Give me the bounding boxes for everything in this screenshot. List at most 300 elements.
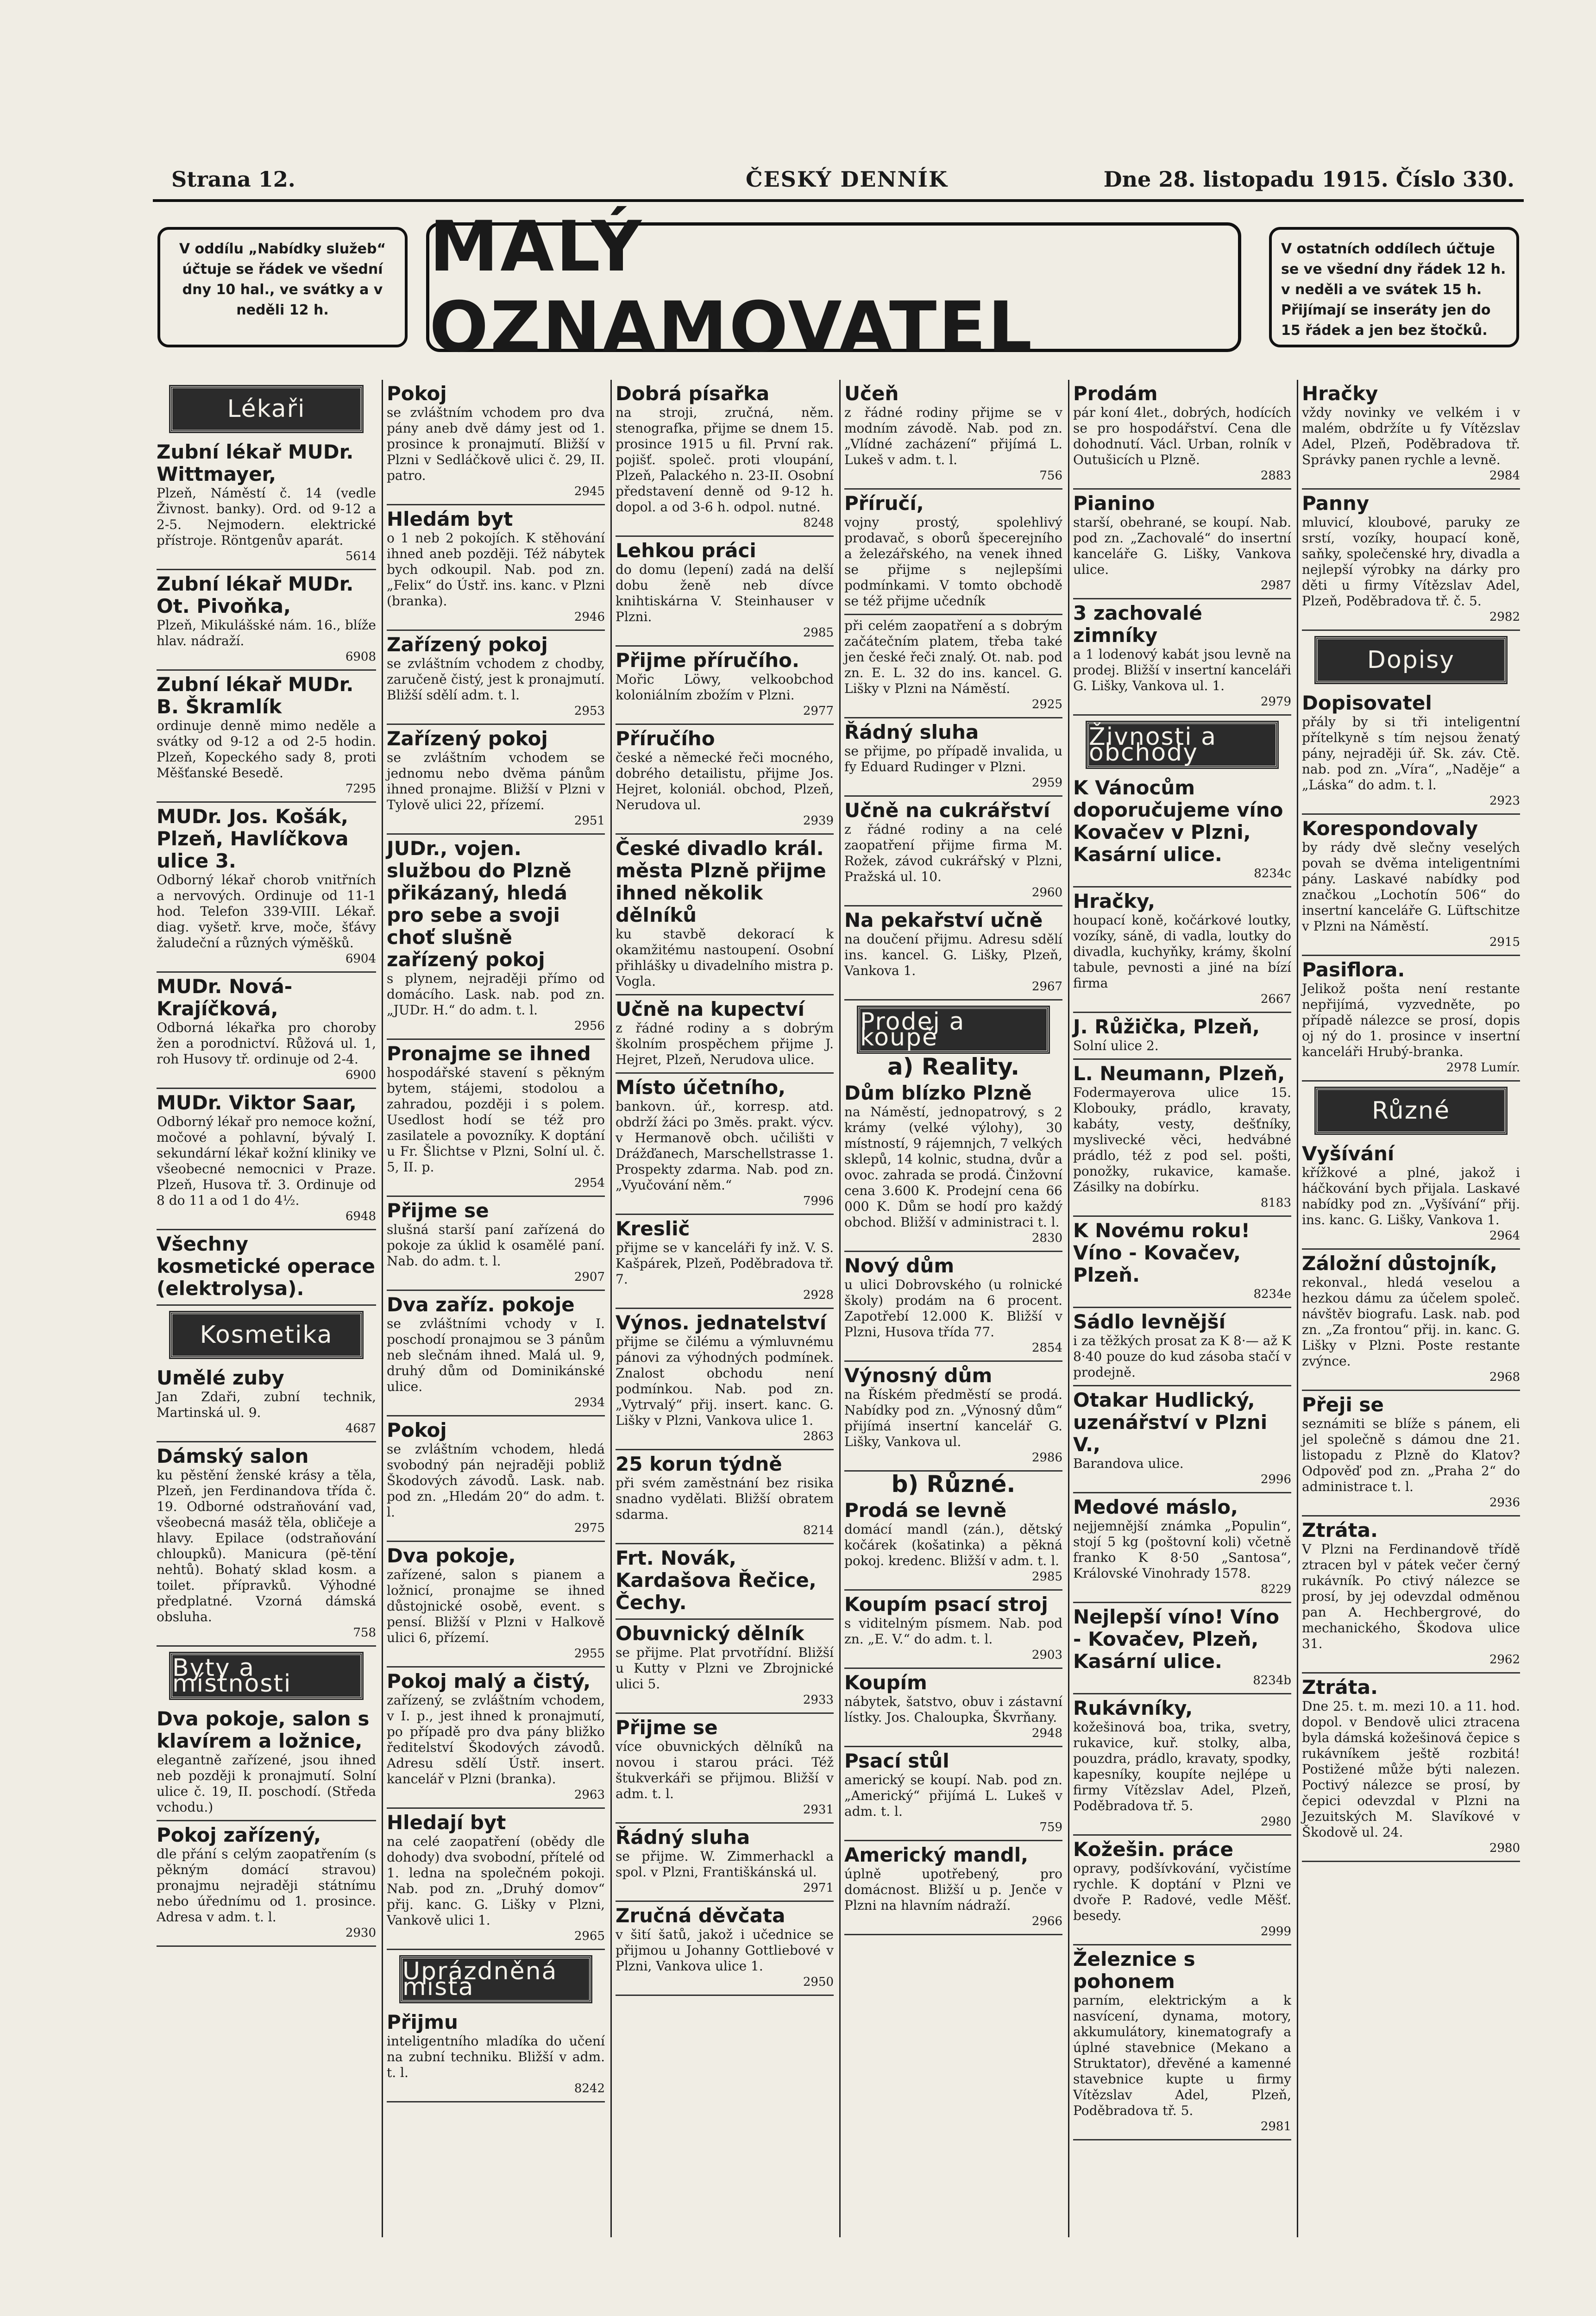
ad-number: 2982 bbox=[1489, 610, 1520, 624]
classified-ad bbox=[844, 1591, 1062, 1669]
ad-title: Psací stůl bbox=[844, 1750, 949, 1772]
ad-title: Frt. Novák, Kardašova Řečice, Čechy. bbox=[616, 1547, 817, 1614]
column-1 bbox=[153, 380, 380, 2237]
ad-title: JUDr., vojen. službou do Plzně přikázaný, hledá pro sebe a svoji choť slušně zařízený pokoj bbox=[387, 837, 572, 971]
ad-body: se zvláštním vchodem se jednomu nebo dvěma pánům ihned pronajme. Bližší v Plzni v Tylově ulici 22, přízemí. bbox=[387, 750, 605, 812]
ad-title: Zubní lékař MUDr. Ot. Pivoňka, bbox=[157, 573, 354, 617]
ad-title: Vyšívání bbox=[1302, 1142, 1395, 1165]
classified-ad bbox=[1302, 1140, 1520, 1250]
ad-title: Pasiflora. bbox=[1302, 958, 1405, 981]
ad-title: Učeň bbox=[844, 382, 899, 405]
classified-ad bbox=[844, 1747, 1062, 1841]
ad-title: MUDr. Nová-Krajíčková, bbox=[157, 975, 293, 1020]
ad-number: 2996 bbox=[1260, 1473, 1291, 1486]
ad-number: 2907 bbox=[574, 1270, 605, 1284]
ad-body: se přijme, po případě invalida, u fy Eduard Rudinger v Plzni. bbox=[844, 743, 1062, 774]
ad-body: české a německé řeči mocného, dobrého detailistu, přijme Jos. Hejret, koloniál. obchod, Plzeň, Nerudova ul. bbox=[616, 750, 834, 812]
ad-title: Příručího bbox=[616, 727, 715, 750]
classified-ad bbox=[844, 380, 1062, 490]
ad-title: Na pekařství učně bbox=[844, 909, 1043, 931]
ad-title: Dva pokoje, bbox=[387, 1544, 516, 1567]
ad-number: 7295 bbox=[345, 782, 376, 796]
ad-title: Všechny kosmetické operace (elektrolysa). bbox=[157, 1233, 376, 1300]
ad-number: 2984 bbox=[1489, 469, 1520, 483]
ad-number: 2923 bbox=[1489, 794, 1520, 808]
ad-title: Železnice s pohonem bbox=[1073, 1948, 1195, 1993]
classified-ad bbox=[157, 570, 376, 671]
classified-ad bbox=[844, 906, 1062, 1001]
ad-number: 2999 bbox=[1260, 1925, 1291, 1938]
ad-title: Řádný sluha bbox=[844, 721, 979, 743]
section-header: Lékaři bbox=[170, 386, 362, 432]
ad-body: elegantně zařízené, jsou ihned neb později k pronajmutí. Solní ulice č. 19, II. poschodí. (Středa vchodu.) bbox=[157, 1752, 376, 1815]
ad-title: Dopisovatel bbox=[1302, 692, 1432, 714]
ad-title: Ztráta. bbox=[1302, 1676, 1378, 1699]
ad-number: 2667 bbox=[1260, 992, 1291, 1006]
ad-body: křížkové a plné, jakož i háčkování bych přijala. Laskavé nabídky pod zn. „Vyšívání“ přij. ins. kanc. G. Lišky, Vankova 1. bbox=[1302, 1165, 1520, 1227]
classified-ad bbox=[844, 797, 1062, 906]
classified-ad bbox=[1302, 689, 1520, 815]
classified-ad bbox=[616, 647, 834, 725]
classified-ad bbox=[616, 1902, 834, 1996]
classified-ad bbox=[1073, 1386, 1291, 1493]
ad-body: parním, elektrickým a k nasvícení, dynama, motory, akkumulátory, kinematografy a úplné stavebnice (Mekano a Struktator), dřevěné a kamenné stavebnice kupte u firmy Vítězslav Adel, Plzeň, Poděbradova tř. 5. bbox=[1073, 1993, 1291, 2118]
classified-ad bbox=[1302, 1674, 1520, 1862]
classified-ad bbox=[844, 718, 1062, 797]
ad-body: domácí mandl (zán.), dětský kočárek (košatinka) a pěkná pokoj. kredenc. Bližší v adm. t. l. bbox=[844, 1522, 1062, 1568]
newspaper-page bbox=[130, 139, 1528, 2251]
ad-number: 2977 bbox=[803, 704, 834, 718]
ad-body: vždy novinky ve velkém i v malém, obdržíte u fy Vítězslav Adel, Plzeň, Poděbradova tř. Správky panen rychle a levně. bbox=[1302, 405, 1520, 467]
page-number: Strana 12. bbox=[171, 167, 295, 192]
ad-body: Odborná lékařka pro choroby žen a porodnictví. Růžová ul. 1, roh Husovy tř. ordinuje od 2-4. bbox=[157, 1020, 376, 1067]
ad-body: seznámiti se blíže s pánem, eli jel společně s dámou dne 21. listopadu z Plzně do Klatov? Odpověď pod zn. „Praha 2“ do administrace t. l. bbox=[1302, 1416, 1520, 1494]
ad-body: Jan Zdaři, zubní technik, Martinská ul. 9. bbox=[157, 1389, 376, 1420]
ad-number: 2948 bbox=[1031, 1726, 1062, 1740]
ad-title: Pokoj malý a čistý, bbox=[387, 1670, 591, 1693]
ad-title: Rukávníky, bbox=[1073, 1697, 1193, 1719]
ad-body: by rády dvě slečny veselých povah se dvěma inteligentními pány. Laskavé nabídky pod značkou „Lochotín 506“ do insertní kanceláře G. Lüftschitze v Plzni na Náměstí. bbox=[1302, 840, 1520, 934]
classified-ad bbox=[387, 1197, 605, 1291]
ad-title: Zařízený pokoj bbox=[387, 727, 548, 750]
classified-ad bbox=[844, 1079, 1062, 1252]
ad-body: slušná starší paní zařízená do pokoje za úklid k osamělé paní. Nab. do adm. t. l. bbox=[387, 1222, 605, 1269]
classified-ad bbox=[844, 490, 1062, 615]
classified-ad bbox=[387, 1809, 605, 1950]
ad-number: 2930 bbox=[345, 1926, 376, 1940]
ad-title: K Vánocům doporučujeme víno Kovačev v Plzni, Kasární ulice. bbox=[1073, 776, 1283, 866]
ad-number: 2946 bbox=[574, 610, 605, 624]
ad-number: 2980 bbox=[1260, 1815, 1291, 1829]
ad-number: 7996 bbox=[803, 1194, 834, 1208]
ad-number: 2883 bbox=[1260, 469, 1291, 483]
ad-number: 2985 bbox=[803, 626, 834, 640]
ad-body: do domu (lepení) zadá na delší dobu ženě neb dívce knihtiskárna V. Steinhauser v Plzni. bbox=[616, 562, 834, 624]
ad-title: Přijme se bbox=[616, 1716, 718, 1739]
banner bbox=[153, 207, 1524, 371]
ad-body: zařízené, salon s pianem a ložnicí, pronajme se ihned důstojnické osobě, event. s pensí. Bližší v Plzni v Halkově ulici 6, přízemí. bbox=[387, 1567, 605, 1645]
ad-body: kožešinová boa, trika, svetry, rukavice, kuř. stolky, alba, pouzdra, prádlo, kravaty, spodky, kapesníky, koupíte nejlépe u firmy Vítězslav Adel, Plzeň, Poděbradova tř. 5. bbox=[1073, 1719, 1291, 1813]
ad-body: při celém zaopatření a s dobrým začátečním platem, třeba také jen české řeči znalý. Ot. nab. pod zn. E. L. 32 do ins. kancel. G. Lišky v Plzni na Náměstí. bbox=[844, 618, 1062, 696]
ad-number: 2945 bbox=[574, 485, 605, 498]
ad-number: 2915 bbox=[1489, 935, 1520, 949]
ad-title: Dámský salon bbox=[157, 1445, 309, 1467]
classified-ad bbox=[1302, 815, 1520, 956]
ad-title: 3 zachovalé zimníky bbox=[1073, 602, 1202, 647]
classified-ad bbox=[844, 1669, 1062, 1747]
classified-ad bbox=[844, 1362, 1062, 1472]
ad-body: Plzeň, Mikulášské nám. 16., blíže hlav. nádraží. bbox=[157, 617, 376, 648]
classified-ad bbox=[1073, 1013, 1291, 1060]
ad-number: 2950 bbox=[803, 1975, 834, 1989]
classified-ad bbox=[387, 380, 605, 505]
ad-number: 2960 bbox=[1031, 886, 1062, 900]
ad-body: Barandova ulice. bbox=[1073, 1456, 1184, 1471]
ad-title: J. Růžička, Plzeň, bbox=[1073, 1015, 1260, 1038]
ad-body: americký se koupí. Nab. pod zn. „Americký“ přijímá L. Lukeš v adm. t. l. bbox=[844, 1772, 1062, 1819]
ad-body: pár koní 4let., dobrých, hodících se pro hospodářství. Cena dle dohodnutí. Václ. Urban, rolník v Outušicích u Plzně. bbox=[1073, 405, 1291, 467]
classified-ad bbox=[616, 1074, 834, 1215]
paper-title: ČESKÝ DENNÍK bbox=[746, 167, 949, 192]
ad-number: 2854 bbox=[1031, 1341, 1062, 1355]
classified-ad bbox=[157, 1705, 376, 1821]
ad-body: se zvláštním vchodem z chodby, zaručeně čistý, jest k pronajmutí. Bližší sdělí adm. t. l. bbox=[387, 656, 605, 703]
ad-title: Koupím psací stroj bbox=[844, 1593, 1048, 1616]
ad-title: Kreslič bbox=[616, 1217, 690, 1240]
column-5 bbox=[1068, 380, 1295, 2237]
classified-ad bbox=[844, 1841, 1062, 1935]
ad-number: 759 bbox=[1039, 1820, 1062, 1834]
ad-body: na Náměstí, jednopatrový, s 2 krámy (velké výlohy), 30 místností, 9 rájemnjch, 7 velkých sklepů, 14 kolnic, studna, dvůr a ovoc. zahrada se prodá. Činžovní cena 3.600 K. Prodejní cena 66 000 K. Dům se hodí pro každý obchod. Bližší v administraci t. l. bbox=[844, 1104, 1062, 1230]
ad-title: Příručí, bbox=[844, 492, 924, 515]
ad-title: Koupím bbox=[844, 1671, 927, 1694]
section-header: Různé bbox=[1316, 1088, 1506, 1133]
ad-number: 2959 bbox=[1031, 776, 1062, 790]
banner-right-note: V ostatních oddílech účtuje se ve všední dny řádek 12 h. v neděli a ve svátek 15 h. Přijímají se inseráty jen do 15 řádek a jen bez štočků. bbox=[1269, 227, 1519, 347]
classified-ad bbox=[387, 2008, 605, 2102]
ad-body: starší, obehrané, se koupí. Nab. pod zn. „Zachovalé“ do insertní kanceláře G. Lišky, Vankova ulice. bbox=[1073, 515, 1291, 577]
column-4 bbox=[839, 380, 1066, 2237]
ad-number: 2931 bbox=[803, 1803, 834, 1817]
classified-ad bbox=[616, 725, 834, 835]
ad-title: Ztráta. bbox=[1302, 1519, 1378, 1542]
ad-number: 2928 bbox=[803, 1288, 834, 1302]
classified-ad bbox=[1302, 1391, 1520, 1517]
ad-body: Plzeň, Náměstí č. 14 (vedle Živnost. banky). Ord. od 9-12 a 2-5. Nejmodern. elektrické přístroje. Röntgenův aparát. bbox=[157, 485, 376, 548]
ad-number: 2956 bbox=[574, 1019, 605, 1033]
ad-number: 2936 bbox=[1489, 1496, 1520, 1510]
ad-number: 2955 bbox=[574, 1647, 605, 1661]
ad-columns bbox=[153, 380, 1524, 2237]
ad-body: se zvláštním vchodem, hledá svobodný pán nejraději pobliž Škodových závodů. Lask. nab. pod zn. „Hledám 20“ do adm. t. l. bbox=[387, 1441, 605, 1520]
ad-number: 2933 bbox=[803, 1693, 834, 1707]
ad-title: MUDr. Viktor Saar, bbox=[157, 1091, 357, 1114]
classified-ad bbox=[387, 1416, 605, 1542]
ad-number: 2863 bbox=[803, 1429, 834, 1443]
classified-ad bbox=[1073, 1603, 1291, 1694]
ad-number: 6908 bbox=[345, 650, 376, 664]
classified-ad bbox=[1073, 1493, 1291, 1603]
ad-body: na Říském předměstí se prodá. Nabídky pod zn. „Výnosný dům“ přijímá insertní kancelář G. Lišky, Vankova ul. bbox=[844, 1387, 1062, 1449]
classified-ad bbox=[387, 1542, 605, 1668]
ad-title: Dva pokoje, salon s klavírem a ložnice, bbox=[157, 1707, 370, 1752]
ad-title: Prodá se levně bbox=[844, 1499, 1007, 1522]
classified-ad bbox=[616, 380, 834, 537]
ad-body: na doučení přijmu. Adresu sdělí ins. kancel. G. Lišky, Plzeň, Vankova 1. bbox=[844, 931, 1062, 978]
ad-body: vojny prostý, spolehlivý prodavač, s oborů špecerejního a železářského, na venek ihned se přijme s nejlepšími podmínkami. V tomto obchodě se též přijme učedník bbox=[844, 515, 1062, 609]
classified-ad bbox=[616, 537, 834, 647]
ad-body: Jelikož pošta není restante nepřijímá, vyzvedněte, po případě nálezce se prosí, dopis oj ný do 1. prosince v insertní kanceláři Hrubý-branka. bbox=[1302, 981, 1520, 1059]
banner-title: MALÝ OZNAMOVATEL bbox=[426, 222, 1241, 352]
section-header: Byty a místnosti bbox=[170, 1653, 362, 1699]
issue-date: Dne 28. listopadu 1915. Číslo 330. bbox=[1103, 167, 1514, 192]
ad-body: zařízený, se zvláštním vchodem, v I. p., jest ihned k pronajmutí, po případě pro dva pány bližko ředitelství Škodových závodů. Adresu sdělí Ústř. insert. kancelář v Plzni (branka). bbox=[387, 1693, 605, 1787]
ad-title: Hračky bbox=[1302, 382, 1378, 405]
ad-number: 6948 bbox=[345, 1209, 376, 1223]
ad-body: na stroji, zručná, něm. stenografka, přijme se dnem 15. prosince 1915 u fil. První rak. pojišť. společ. proti vloupání, Plzeň, Palackého n. 23-II. Osobní představení denně od 9-12 h. dopol. a od 3-6 h. odpol. nutné. bbox=[616, 405, 834, 515]
ad-body: se zvláštním vchodem pro dva pány aneb dvě dámy jest od 1. prosince k pronajmutí. Bližší v Plzni v Sedláčkově ulici č. 29, II. patro. bbox=[387, 405, 605, 483]
ad-number: 8234e bbox=[1253, 1287, 1291, 1301]
ad-number: 2971 bbox=[803, 1881, 834, 1895]
ad-number: 8234c bbox=[1254, 867, 1291, 881]
section-header: Kosmetika bbox=[170, 1312, 362, 1358]
ad-body: s plynem, nejraději přímo od domácího. Lask. nab. pod zn. „JUDr. H.“ do adm. t. l. bbox=[387, 971, 605, 1018]
ad-number: 2978 Lumír. bbox=[1446, 1061, 1520, 1075]
ad-body: inteligentního mladíka do učení na zubní techniku. Bližší v adm. t. l. bbox=[387, 2033, 605, 2080]
ad-number: 2981 bbox=[1260, 2120, 1291, 2133]
ad-body: přijme se čilému a výmluvnému pánovi za výhodných podmínek. Znalost obchodu není podmínkou. Nab. pod zn. „Vytrvalý“ přij. insert. kanc. G. Lišky v Plzni, Vankova ulice 1. bbox=[616, 1334, 834, 1428]
ad-title: L. Neumann, Plzeň, bbox=[1073, 1062, 1285, 1085]
ad-number: 2963 bbox=[574, 1788, 605, 1802]
ad-title: Pokoj bbox=[387, 382, 447, 405]
ad-title: Učně na cukrářství bbox=[844, 799, 1050, 822]
ad-body: u ulici Dobrovského (u rolnické školy) prodám na 6 procent. Zapotřebí 12.000 K. Bližší v Plzni, Husova třída 77. bbox=[844, 1277, 1062, 1340]
ad-number: 2986 bbox=[1031, 1451, 1062, 1465]
ad-number: 2962 bbox=[1489, 1653, 1520, 1667]
classified-ad bbox=[1073, 1217, 1291, 1308]
ad-title: Přijme příručího. bbox=[616, 649, 799, 672]
ad-body: ku stavbě dekorací k okamžitému nastoupení. Osobní přihlášky u divadelního mistra p. Vogla. bbox=[616, 926, 834, 989]
ad-number: 2965 bbox=[574, 1929, 605, 1943]
ad-body: nejjemnější známka „Populin“, stojí 5 kg (poštovní koli) včetně franko K 8·50 „Santosa“, Královské Vinohrady 1578. bbox=[1073, 1518, 1291, 1581]
ad-body: o 1 neb 2 pokojích. K stěhování ihned aneb později. Též nábytek bych odkoupil. Nab. pod zn. „Felix“ do Ústř. ins. kanc. v Plzni (branka). bbox=[387, 530, 605, 609]
classified-ad bbox=[1073, 1836, 1291, 1945]
ad-title: Hračky, bbox=[1073, 890, 1156, 913]
ad-body: se přijme. Plat prvotřídní. Bližší u Kutty v Plzni ve Zbrojnické ulici 5. bbox=[616, 1645, 834, 1692]
ad-number: 2953 bbox=[574, 704, 605, 718]
classified-ad bbox=[1302, 490, 1520, 631]
ad-title: Zručná děvčata bbox=[616, 1904, 785, 1927]
ad-number: 2968 bbox=[1489, 1370, 1520, 1384]
ad-title: Záložní důstojník, bbox=[1302, 1252, 1497, 1275]
running-header bbox=[130, 157, 1528, 195]
ad-number: 6900 bbox=[345, 1068, 376, 1082]
section-header: Živnosti a obchody bbox=[1087, 722, 1277, 768]
column-6 bbox=[1297, 380, 1524, 2237]
ad-body: z řádné rodiny přijme se v modním závodě. Nab. pod zn. „Vlídné zacházení“ přijímá L. Lukeš v adm. t. l. bbox=[844, 405, 1062, 467]
ad-body: opravy, podšívkování, vyčistíme rychle. K doptání v Plzni ve dvoře P. Radové, vedle Měšť. besedy. bbox=[1073, 1861, 1291, 1923]
classified-ad bbox=[844, 1497, 1062, 1591]
classified-ad bbox=[387, 631, 605, 725]
classified-ad bbox=[157, 1821, 376, 1947]
ad-number: 8229 bbox=[1260, 1582, 1291, 1596]
ad-title: Pokoj bbox=[387, 1419, 447, 1441]
ad-body: nábytek, šatstvo, obuv i zástavní lístky. Jos. Chaloupka, Škvrňany. bbox=[844, 1694, 1062, 1725]
ad-title: MUDr. Jos. Košák, Plzeň, Havlíčkova ulice 3. bbox=[157, 805, 349, 872]
classified-ad bbox=[387, 505, 605, 631]
ad-title: K Novému roku! Víno - Kovačev, Plzeň. bbox=[1073, 1219, 1250, 1286]
classified-ad bbox=[1302, 380, 1520, 490]
classified-ad bbox=[616, 1544, 834, 1620]
ad-number: 756 bbox=[1039, 469, 1062, 483]
ad-title: Panny bbox=[1302, 492, 1370, 515]
classified-ad bbox=[387, 835, 605, 1040]
ad-title: Zařízený pokoj bbox=[387, 633, 548, 656]
ad-number: 8214 bbox=[803, 1523, 834, 1537]
ad-number: 4687 bbox=[345, 1422, 376, 1435]
classified-ad bbox=[616, 995, 834, 1074]
ad-title: Umělé zuby bbox=[157, 1366, 284, 1389]
ad-number: 2975 bbox=[574, 1521, 605, 1535]
classified-ad bbox=[157, 1364, 376, 1442]
ad-number: 2939 bbox=[803, 814, 834, 828]
column-2 bbox=[382, 380, 609, 2237]
ad-title: Americký mandl, bbox=[844, 1844, 1029, 1866]
ad-number: 2980 bbox=[1489, 1841, 1520, 1855]
classified-ad bbox=[1073, 887, 1291, 1013]
ad-body: V Plzni na Ferdinandově třídě ztracen byl v pátek večer černý rukávník. Po ctivý nálezce se prosí, by jej odevzdal odměnou pan A. Hechbergrové, do mechanického, Škodova ulice 31. bbox=[1302, 1542, 1520, 1651]
ad-title: Místo účetního, bbox=[616, 1076, 786, 1099]
ad-body: z řádné rodiny a s dobrým školním prospěchem přijme J. Hejret, Plzeň, Nerudova ulice. bbox=[616, 1020, 834, 1067]
header-rule bbox=[153, 199, 1524, 202]
classified-ad bbox=[616, 1714, 834, 1824]
ad-body: se zvláštními vchody v I. poschodí pronajmou se 3 pánům neb slečnám ihned. Malá ul. 9, druhý dům od Dominikánské ulice. bbox=[387, 1316, 605, 1394]
classified-ad bbox=[387, 1291, 605, 1416]
ad-number: 2985 bbox=[1031, 1570, 1062, 1584]
ad-title: Nejlepší víno! Víno - Kovačev, Plzeň, Kasární ulice. bbox=[1073, 1605, 1279, 1673]
ad-number: 2979 bbox=[1260, 695, 1291, 709]
ad-body: více obuvnických dělníků na novou i starou práci. Též štukverkáři se přijmou. Bližší v adm. t. l. bbox=[616, 1739, 834, 1801]
ad-number: 758 bbox=[353, 1626, 376, 1640]
classified-ad bbox=[1302, 1250, 1520, 1391]
ad-title: Medové máslo, bbox=[1073, 1496, 1238, 1518]
classified-ad bbox=[616, 1309, 834, 1450]
ad-number: 2967 bbox=[1031, 980, 1062, 994]
ad-number: 2987 bbox=[1260, 579, 1291, 592]
ad-title: Prodám bbox=[1073, 382, 1158, 405]
ad-title: České divadlo král. města Plzně přijme ihned několik dělníků bbox=[616, 837, 826, 926]
classified-ad bbox=[157, 803, 376, 973]
ad-title: Zubní lékař MUDr. Wittmayer, bbox=[157, 441, 354, 485]
ad-body: Mořic Löwy, velkoobchod koloniálním zbožím v Plzni. bbox=[616, 672, 834, 703]
ad-number: 2954 bbox=[574, 1176, 605, 1190]
ad-number: 8234b bbox=[1253, 1674, 1291, 1687]
ad-body: přijme se v kanceláři fy inž. V. S. Kašpárek, Plzeň, Poděbradova tř. 7. bbox=[616, 1240, 834, 1287]
ad-body: hospodářské stavení s pěkným bytem, stájemi, stodolou a zahradou, později i s polem. Usedlost hodí se též pro zasilatele a povozníky. K doptání u Fr. Šlichtse v Plzni, Solní ul. č. 5, II. p. bbox=[387, 1065, 605, 1175]
ad-title: Nový dům bbox=[844, 1254, 955, 1277]
ad-body: rekonval., hledá veselou a hezkou dámu za účelem společ. návštěv biografu. Lask. nab. pod zn. „Za frontou“ přij. in. kanc. G. Lišky v Plzni. Poste restante zvýnce. bbox=[1302, 1275, 1520, 1369]
ad-title: Otakar Hudlický, uzenářství v Plzni V., bbox=[1073, 1389, 1268, 1456]
classified-ad bbox=[1073, 1694, 1291, 1836]
classified-ad bbox=[616, 1450, 834, 1544]
ad-title: Učně na kupectví bbox=[616, 998, 805, 1020]
ad-body: při svém zaměstnání bez risika snadno vydělati. Bližší obratem sdarma. bbox=[616, 1475, 834, 1522]
classified-ad bbox=[157, 1230, 376, 1306]
section-header: Prodej a koupě bbox=[858, 1007, 1049, 1052]
classified-ad bbox=[157, 973, 376, 1089]
ad-body: Dne 25. t. m. mezi 10. a 11. hod. dopol. v Bendově ulici ztracena byla dámská kožešinová čepice s rukávníkem ještě rozbitá! Postižené může býti nalezen. Poctivý nálezce se prosí, by čepici odevzdal v Plzni na Jezuitských M. Slavíkové v Škodově ul. 24. bbox=[1302, 1699, 1520, 1840]
ad-title: Dům blízko Plzně bbox=[844, 1082, 1032, 1104]
classified-ad bbox=[1073, 490, 1291, 599]
classified-ad bbox=[1073, 774, 1291, 887]
ad-number: 2934 bbox=[574, 1396, 605, 1410]
classified-ad bbox=[1073, 1060, 1291, 1217]
classified-ad bbox=[1073, 1945, 1291, 2140]
subsection-header: b) Různé. bbox=[891, 1471, 1016, 1498]
ad-body: Odborný lékař pro nemoce kožní, močové a pohlavní, bývalý I. sekundární lékař kožní kliniky ve všeobecné nemocnici v Praze. Plzeň, Husova tř. 3. Ordinuje od 8 do 11 a od 1 do 4½. bbox=[157, 1114, 376, 1208]
ad-title: Přijme se bbox=[387, 1199, 489, 1222]
ad-number: 2966 bbox=[1031, 1914, 1062, 1928]
classified-ad bbox=[1073, 599, 1291, 716]
ad-number: 2964 bbox=[1489, 1229, 1520, 1243]
classified-ad bbox=[157, 671, 376, 803]
classified-ad bbox=[1302, 956, 1520, 1082]
classified-ad bbox=[844, 615, 1062, 718]
classified-ad bbox=[1302, 1517, 1520, 1674]
section-header: Dopisy bbox=[1316, 637, 1506, 683]
ad-title: Dobrá písařka bbox=[616, 382, 770, 405]
ad-title: Korespondovaly bbox=[1302, 817, 1478, 840]
classified-ad bbox=[616, 835, 834, 995]
ad-body: z řádné rodiny a na celé zaopatření přijme firma M. Rožek, závod cukrářský v Plzni, Pražská ul. 10. bbox=[844, 822, 1062, 884]
ad-body: s viditelným písmem. Nab. pod zn. „E. V.“ do adm. t. l. bbox=[844, 1616, 1062, 1647]
classified-ad bbox=[157, 1089, 376, 1230]
ad-body: bankovn. úř., korresp. atd. obdrží žáci po 3měs. prakt. výcv. v Hermanově obch. učilišti v Drážďanech, Marschellstrasse 1. Prospekty zdarma. Nab. pod zn. „Vyučování něm.“ bbox=[616, 1099, 834, 1193]
ad-title: Přeji se bbox=[1302, 1393, 1384, 1416]
ad-title: Sádlo levnější bbox=[1073, 1310, 1225, 1333]
classified-ad bbox=[616, 1215, 834, 1309]
ad-title: Hledám byt bbox=[387, 508, 513, 530]
classified-ad bbox=[157, 438, 376, 570]
banner-left-note: V oddílu „Nabídky služeb“ účtuje se řádek ve všední dny 10 hal., ve svátky a v neděli 12 h. bbox=[157, 227, 408, 347]
ad-title: Zubní lékař MUDr. B. Škramlík bbox=[157, 673, 354, 718]
ad-body: Fodermayerova ulice 15. Klobouky, prádlo, kravaty, kabáty, vesty, dešťníky, myslivecké věci, hedvábné prádlo, též z pod sel. pošti, ponožky, rukavice, kamaše. Zásilky na dobírku. bbox=[1073, 1085, 1291, 1195]
ad-title: Hledají byt bbox=[387, 1811, 506, 1834]
ad-body: úplně upotřebený, pro domácnost. Bližší u p. Jenče v Plzni na hlavním nádraží. bbox=[844, 1866, 1062, 1913]
ad-body: na celé zaopatření (obědy dle dohody) dva svobodní, přítelé od 1. ledna na společném pokoji. Nab. pod zn. „Druhý domov“ přij. kanc. G. Lišky v Plzni, Vankově ulici 1. bbox=[387, 1834, 605, 1928]
ad-number: 2925 bbox=[1031, 698, 1062, 711]
ad-number: 2830 bbox=[1031, 1231, 1062, 1245]
classified-ad bbox=[616, 1620, 834, 1714]
classified-ad bbox=[387, 1668, 605, 1809]
ad-title: Pronajme se ihned bbox=[387, 1042, 591, 1065]
classified-ad bbox=[1073, 380, 1291, 490]
ad-title: Řádný sluha bbox=[616, 1826, 750, 1849]
ad-number: 6904 bbox=[345, 952, 376, 966]
ad-body: Solní ulice 2. bbox=[1073, 1038, 1159, 1053]
ad-body: houpací koně, kočárkové loutky, vozíky, sáně, di vadla, loutky do divadla, kuchyňky, krámy, školní tabule, pevnosti a jiné na bízí firma bbox=[1073, 913, 1291, 991]
ad-title: 25 korun týdně bbox=[616, 1453, 782, 1475]
classified-ad bbox=[616, 1824, 834, 1902]
ad-title: Přijmu bbox=[387, 2011, 458, 2033]
ad-title: Výnosný dům bbox=[844, 1364, 993, 1387]
ad-title: Dva zaříz. pokoje bbox=[387, 1293, 575, 1316]
ad-body: ku pěstění ženské krásy a těla, Plzeň, jen Ferdinandova třída č. 19. Odborné odstraňování vad, všeobecná masáž těla, obličeje a hlavy. Epilace (odstraňování chloupků). Manicura (pě-tění nehtů). Bohatý sklad kosm. a toilet. přípravků. Výhodné předplatné. Vzorná dámská obsluha. bbox=[157, 1467, 376, 1624]
classified-ad bbox=[157, 1442, 376, 1647]
ad-body: i za těžkých prosat za K 8·— až K 8·40 pouze do kud zásoba stačí v prodejně. bbox=[1073, 1333, 1291, 1380]
ad-body: přály by si tři inteligentní přítelkyně s tím nejsou ženatý pány, nejraději úř. Sk. záv. Ctě. nab. pod zn. „Víra“, „Naděje“ a „Láska“ do adm. t. l. bbox=[1302, 714, 1520, 793]
column-3 bbox=[610, 380, 837, 2237]
